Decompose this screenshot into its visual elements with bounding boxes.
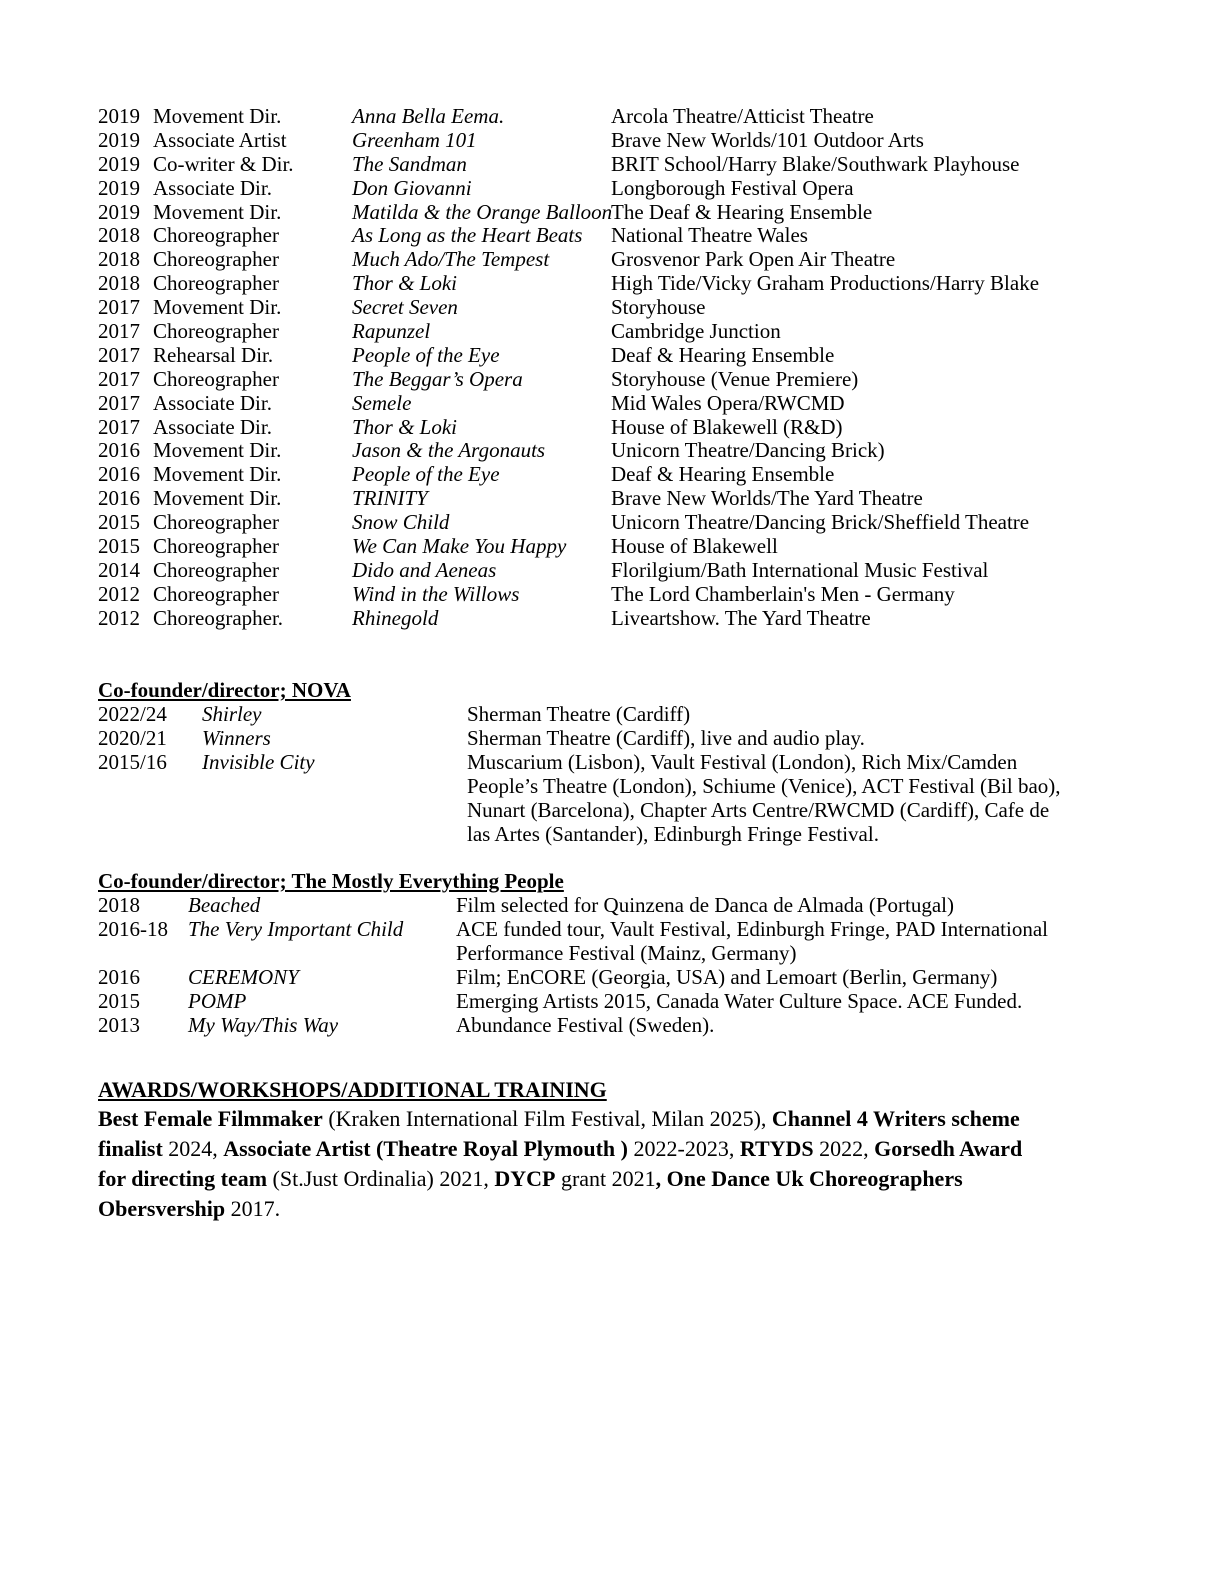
credit-row	[98, 104, 1178, 128]
mep-row	[98, 893, 1098, 917]
row-title: POMP	[188, 989, 247, 1013]
credit-venue: House of Blakewell (R&D)	[611, 414, 843, 439]
credit-venue: The Lord Chamberlain's Men - Germany	[611, 581, 955, 606]
credit-year: 2014	[98, 557, 140, 582]
credit-title: Wind in the Willows	[352, 581, 520, 606]
mep-row	[98, 1013, 1098, 1037]
nova-rows	[98, 702, 1098, 846]
credit-title: TRINITY	[352, 486, 428, 511]
credit-year: 2018	[98, 223, 140, 248]
row-title: Beached	[188, 893, 261, 917]
credit-role: Associate Dir.	[153, 390, 272, 415]
credit-year: 2018	[98, 247, 140, 272]
credit-venue: Grosvenor Park Open Air Theatre	[611, 247, 896, 272]
credit-role: Choreographer	[153, 581, 279, 606]
credit-role: Choreographer	[153, 557, 279, 582]
credit-year: 2016	[98, 486, 140, 511]
credit-year: 2017	[98, 390, 140, 415]
credit-year: 2017	[98, 366, 140, 391]
credit-year: 2019	[98, 104, 140, 128]
credit-row	[98, 319, 1178, 343]
credit-title: Rapunzel	[352, 319, 431, 344]
mep-row	[98, 989, 1098, 1013]
credit-row	[98, 582, 1178, 606]
credit-row	[98, 391, 1178, 415]
credit-venue: Unicorn Theatre/Dancing Brick)	[611, 438, 885, 463]
credit-row	[98, 247, 1178, 271]
credit-venue: House of Blakewell	[611, 534, 778, 559]
credit-role: Associate Artist	[153, 127, 287, 152]
credit-year: 2012	[98, 605, 140, 630]
credit-role: Choreographer	[153, 366, 279, 391]
credit-year: 2017	[98, 342, 140, 367]
row-venue: Emerging Artists 2015, Canada Water Culture Space. ACE Funded.	[456, 989, 1023, 1013]
credit-venue: Storyhouse (Venue Premiere)	[611, 366, 859, 391]
credit-title: Rhinegold	[352, 605, 439, 630]
credit-title: Dido and Aeneas	[352, 557, 497, 582]
credit-venue: Longborough Festival Opera	[611, 175, 854, 200]
credit-row	[98, 295, 1178, 319]
credit-venue: The Deaf & Hearing Ensemble	[611, 199, 873, 224]
award-text-3: 2022-2023,	[628, 1136, 740, 1161]
awards-section	[98, 1076, 1038, 1224]
credit-row	[98, 606, 1178, 630]
credit-title: Greenham 101	[352, 127, 477, 152]
credit-row	[98, 176, 1178, 200]
row-venue: Abundance Festival (Sweden).	[456, 1013, 715, 1037]
awards-heading: AWARDS/WORKSHOPS/ADDITIONAL TRAINING	[98, 1077, 607, 1102]
credit-year: 2019	[98, 127, 140, 152]
credit-row	[98, 415, 1178, 439]
row-venue: Film selected for Quinzena de Danca de Almada (Portugal)	[456, 893, 954, 917]
credit-row	[98, 534, 1178, 558]
row-title: Winners	[202, 726, 271, 750]
row-venue: ACE funded tour, Vault Festival, Edinburgh Fringe, PAD International Performance Festival (Mainz, Germany)	[456, 917, 1048, 965]
credit-title: Semele	[352, 390, 412, 415]
credit-role: Choreographer.	[153, 605, 284, 630]
row-title: Shirley	[202, 702, 262, 726]
credit-row	[98, 367, 1178, 391]
credit-title: Thor & Loki	[352, 414, 458, 439]
credit-role: Movement Dir.	[153, 104, 282, 128]
credits-list	[98, 104, 1178, 630]
credit-role: Choreographer	[153, 534, 279, 559]
row-year: 2016	[98, 965, 140, 989]
mep-row	[98, 917, 1098, 965]
credit-role: Movement Dir.	[153, 199, 282, 224]
credit-row	[98, 128, 1178, 152]
credit-venue: Arcola Theatre/Atticist Theatre	[611, 104, 874, 128]
credit-title: The Beggar’s Opera	[352, 366, 523, 391]
credit-venue: BRIT School/Harry Blake/Southwark Playhouse	[611, 151, 1020, 176]
award-best-female-filmmaker: Best Female Filmmaker	[98, 1106, 323, 1131]
credit-venue: Mid Wales Opera/RWCMD	[611, 390, 845, 415]
credit-year: 2015	[98, 510, 140, 535]
credit-row	[98, 223, 1178, 247]
row-title: CEREMONY	[188, 965, 299, 989]
row-venue: Sherman Theatre (Cardiff), live and audio play.	[467, 726, 865, 750]
credit-year: 2016	[98, 438, 140, 463]
credit-row	[98, 558, 1178, 582]
credit-year: 2019	[98, 199, 140, 224]
awards-paragraph	[98, 1104, 1038, 1224]
mostly-everything-people-section	[98, 869, 1098, 1037]
credit-title: Jason & the Argonauts	[352, 438, 546, 463]
credit-role: Movement Dir.	[153, 295, 282, 320]
row-venue: Sherman Theatre (Cardiff)	[467, 702, 691, 726]
credit-venue: National Theatre Wales	[611, 223, 808, 248]
credit-role: Movement Dir.	[153, 438, 282, 463]
credit-venue: Deaf & Hearing Ensemble	[611, 462, 835, 487]
nova-row	[98, 726, 1098, 750]
credit-role: Associate Dir.	[153, 414, 272, 439]
credit-title: Anna Bella Eema.	[352, 104, 505, 128]
credit-year: 2017	[98, 295, 140, 320]
row-year: 2016-18	[98, 917, 168, 941]
credit-venue: Cambridge Junction	[611, 319, 781, 344]
award-text-4: 2022,	[813, 1136, 875, 1161]
award-text-5: (St.Just Ordinalia) 2021,	[267, 1166, 495, 1191]
mep-heading: Co-founder/director; The Mostly Everything People	[98, 869, 564, 893]
award-text-7: 2017.	[225, 1196, 281, 1221]
credit-year: 2019	[98, 175, 140, 200]
award-associate-artist: Associate Artist (Theatre Royal Plymouth )	[223, 1136, 628, 1161]
row-venue: Film; EnCORE (Georgia, USA) and Lemoart (Berlin, Germany)	[456, 965, 998, 989]
credit-title: Thor & Loki	[352, 271, 458, 296]
credit-role: Choreographer	[153, 247, 279, 272]
credit-title: Secret Seven	[352, 295, 458, 320]
credit-venue: Florilgium/Bath International Music Festival	[611, 557, 989, 582]
credit-title: Snow Child	[352, 510, 450, 535]
row-year: 2015	[98, 989, 140, 1013]
credit-year: 2019	[98, 151, 140, 176]
credit-role: Movement Dir.	[153, 486, 282, 511]
award-text-1: (Kraken International Film Festival, Milan 2025),	[322, 1106, 772, 1131]
credit-year: 2016	[98, 462, 140, 487]
row-title: The Very Important Child	[188, 917, 404, 941]
award-channel4: Channel 4 Writers scheme finalist	[98, 1106, 1020, 1161]
credit-role: Movement Dir.	[153, 462, 282, 487]
row-venue: Muscarium (Lisbon), Vault Festival (London), Rich Mix/Camden People’s Theatre (London), Schiume (Venice), ACT Festival (Bil bao), Nunart (Barcelona), Chapter Arts Centre/RWCMD (Cardiff), Cafe de las Artes (Santander), Edinburgh Fringe Festival.	[467, 750, 1061, 846]
credit-venue: Unicorn Theatre/Dancing Brick/Sheffield Theatre	[611, 510, 1030, 535]
row-year: 2013	[98, 1013, 140, 1037]
credit-role: Associate Dir.	[153, 175, 272, 200]
credit-year: 2012	[98, 581, 140, 606]
credit-row	[98, 343, 1178, 367]
credit-row	[98, 510, 1178, 534]
credit-row	[98, 152, 1178, 176]
credit-title: Much Ado/The Tempest	[352, 247, 550, 272]
credit-row	[98, 462, 1178, 486]
nova-row	[98, 750, 1098, 846]
row-year: 2015/16	[98, 750, 167, 774]
credit-venue: Brave New Worlds/The Yard Theatre	[611, 486, 923, 511]
credit-role: Choreographer	[153, 510, 279, 535]
row-title: My Way/This Way	[188, 1013, 339, 1037]
credit-title: Don Giovanni	[352, 175, 472, 200]
credit-title: People of the Eye	[352, 342, 500, 367]
award-one-dance-uk: , One Dance Uk Choreographers Obersvership	[98, 1166, 963, 1221]
credit-row	[98, 438, 1178, 462]
credit-year: 2017	[98, 414, 140, 439]
award-text-2: 2024,	[162, 1136, 224, 1161]
award-gorsedh: Gorsedh Award for directing team	[98, 1136, 1023, 1191]
mep-rows	[98, 893, 1098, 1037]
row-year: 2020/21	[98, 726, 167, 750]
row-title: Invisible City	[202, 750, 315, 774]
row-year: 2022/24	[98, 702, 167, 726]
credit-role: Choreographer	[153, 319, 279, 344]
credit-role: Rehearsal Dir.	[153, 342, 274, 367]
credit-role: Choreographer	[153, 223, 279, 248]
award-dycp: DYCP	[494, 1166, 556, 1191]
credit-title: We Can Make You Happy	[352, 534, 567, 559]
credit-venue: Deaf & Hearing Ensemble	[611, 342, 835, 367]
credit-venue: Storyhouse	[611, 295, 706, 320]
nova-heading: Co-founder/director; NOVA	[98, 678, 351, 702]
credit-title: People of the Eye	[352, 462, 500, 487]
credit-role: Co-writer & Dir.	[153, 151, 294, 176]
award-rtyds: RTYDS	[739, 1136, 814, 1161]
credit-row	[98, 200, 1178, 224]
mep-row	[98, 965, 1098, 989]
award-text-6: grant 2021	[555, 1166, 656, 1191]
credit-venue: High Tide/Vicky Graham Productions/Harry Blake	[611, 271, 1040, 296]
credit-row	[98, 486, 1178, 510]
credit-year: 2017	[98, 319, 140, 344]
credit-venue: Liveartshow. The Yard Theatre	[611, 605, 871, 630]
credit-title: The Sandman	[352, 151, 467, 176]
row-year: 2018	[98, 893, 140, 917]
credit-title: As Long as the Heart Beats	[352, 223, 583, 248]
credit-year: 2018	[98, 271, 140, 296]
credit-venue: Brave New Worlds/101 Outdoor Arts	[611, 127, 924, 152]
credit-title: Matilda & the Orange Balloon	[352, 199, 613, 224]
credit-year: 2015	[98, 534, 140, 559]
nova-section	[98, 678, 1098, 846]
credit-row	[98, 271, 1178, 295]
credit-role: Choreographer	[153, 271, 279, 296]
nova-row	[98, 702, 1098, 726]
